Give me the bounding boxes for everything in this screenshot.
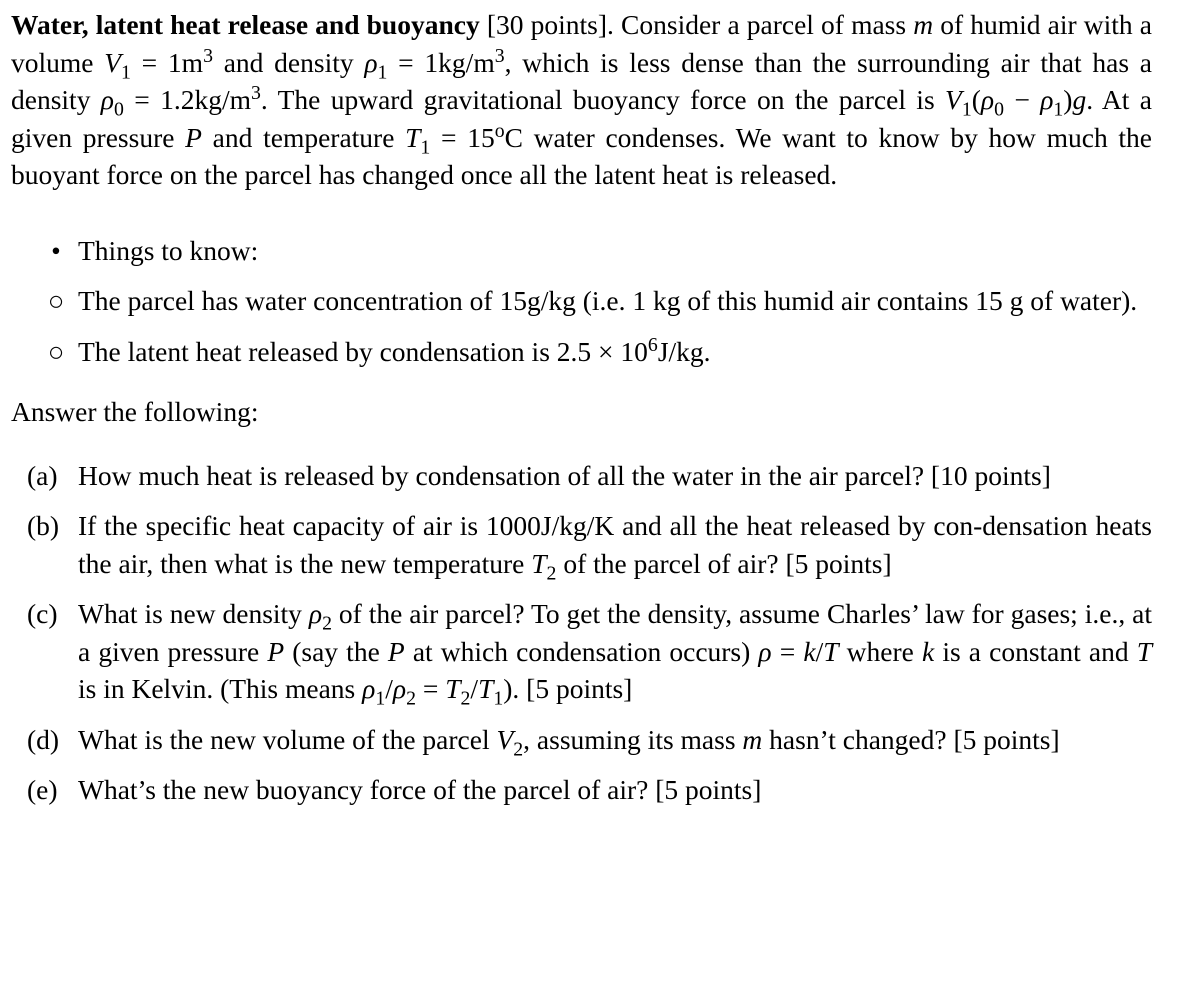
answer-heading: Answer the following: (11, 396, 259, 427)
question-list (11, 457, 1152, 809)
problem-intro: Water, latent heat release and buoyancy [30 points]. Consider a parcel of mass m of humid air with a volume $V_1 = 1m^3$ and density $\rho_1 = 1kg/m^3$, which is less dense than the surrounding air that has a density $\rho_0 = 1.2kg/m^3$. The upward gravitational buoyancy force on the parcel is $V_1(\rho_0 - \rho_1)g$. At a given pressure P and temperature $T_1 = 15^oC$ water condenses. We want to know by how much the buoyant force on the parcel has changed once all the latent heat is released. (11, 9, 1153, 190)
open-bullet-icon: ○ (47, 335, 65, 367)
question-label: (d) (27, 723, 60, 755)
filled-bullet-icon: • (51, 234, 61, 266)
question-c: (c) What is new density $\rho_2$ of the air parcel? To get the density, assume Charles’ law for gases; i.e., at a given pressure P (say the P at which condensation occurs) ρ = k/T where k is a constant and T is in Kelvin. (This means $\rho_1/\rho_2 = T_2/T_1$). [5 points] (11, 595, 1152, 708)
question-a: (a) How much heat is released by condensation of all the water in the air parcel? [10 points] (11, 457, 1152, 495)
open-bullet-icon: ○ (47, 285, 65, 316)
list-item: ○ The parcel has water concentration of 15g/kg (i.e. 1 kg of this humid air contains 15 g of water). (11, 282, 1152, 320)
question-label: (a) (27, 459, 58, 491)
question-b: (b) If the specific heat capacity of air is 1000J/kg/K and all the heat released by con-densation heats the air, then what is the new temperature $T_2$ of the parcel of air? [5 points] (11, 507, 1152, 582)
problem-points: [30 points]. (486, 9, 614, 40)
list-item: ○ The latent heat released by condensation is $2.5 \times 10^6J/kg$. (11, 333, 1152, 371)
problem-title: Water, latent heat release and buoyancy (11, 9, 480, 40)
question-label: (c) (27, 598, 58, 629)
things-to-know-list (11, 232, 1152, 371)
question-d: (d) What is the new volume of the parcel $V_2$, assuming its mass m hasn’t changed? [5 points] (11, 721, 1152, 759)
question-e: (e) What’s the new buoyancy force of the parcel of air? [5 points] (11, 771, 1152, 809)
things-to-know-heading: • Things to know: (11, 232, 1152, 270)
question-label: (e) (27, 774, 58, 805)
question-label: (b) (27, 510, 60, 541)
symbol-m: m (913, 9, 934, 40)
